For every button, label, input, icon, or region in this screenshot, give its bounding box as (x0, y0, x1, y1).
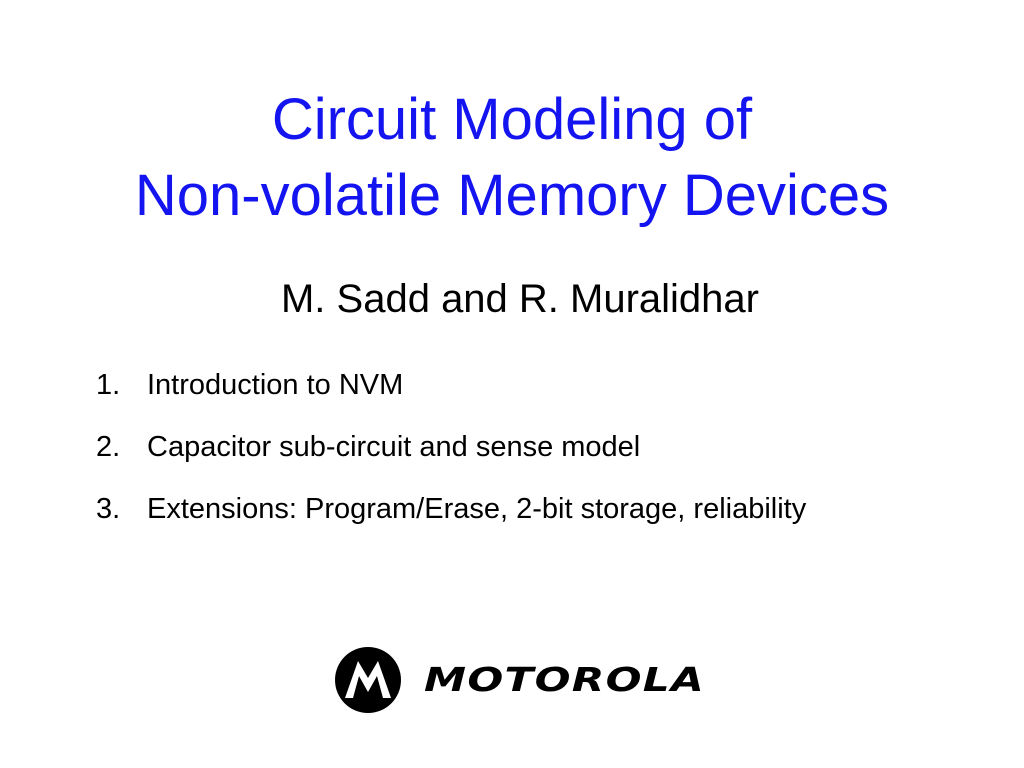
slide-title (0, 82, 1024, 234)
title-line-2: Non-volatile Memory Devices (134, 163, 890, 228)
motorola-batwing-icon (334, 646, 402, 714)
list-item-text: Extensions: Program/Erase, 2-bit storage, reliability (147, 493, 807, 525)
list-item-text: Introduction to NVM (147, 369, 404, 401)
motorola-wordmark: MOTOROLA (424, 660, 705, 699)
motorola-logo (334, 646, 705, 714)
agenda-list (96, 365, 806, 551)
list-item (96, 489, 806, 529)
list-item-number: 2. (96, 431, 121, 463)
title-line-1: Circuit Modeling of (271, 87, 753, 152)
list-item (96, 365, 806, 405)
list-item (96, 427, 806, 467)
list-item-text: Capacitor sub-circuit and sense model (147, 431, 641, 463)
list-item-number: 1. (96, 369, 121, 401)
list-item-number: 3. (96, 493, 121, 525)
authors: M. Sadd and R. Muralidhar (280, 277, 759, 321)
